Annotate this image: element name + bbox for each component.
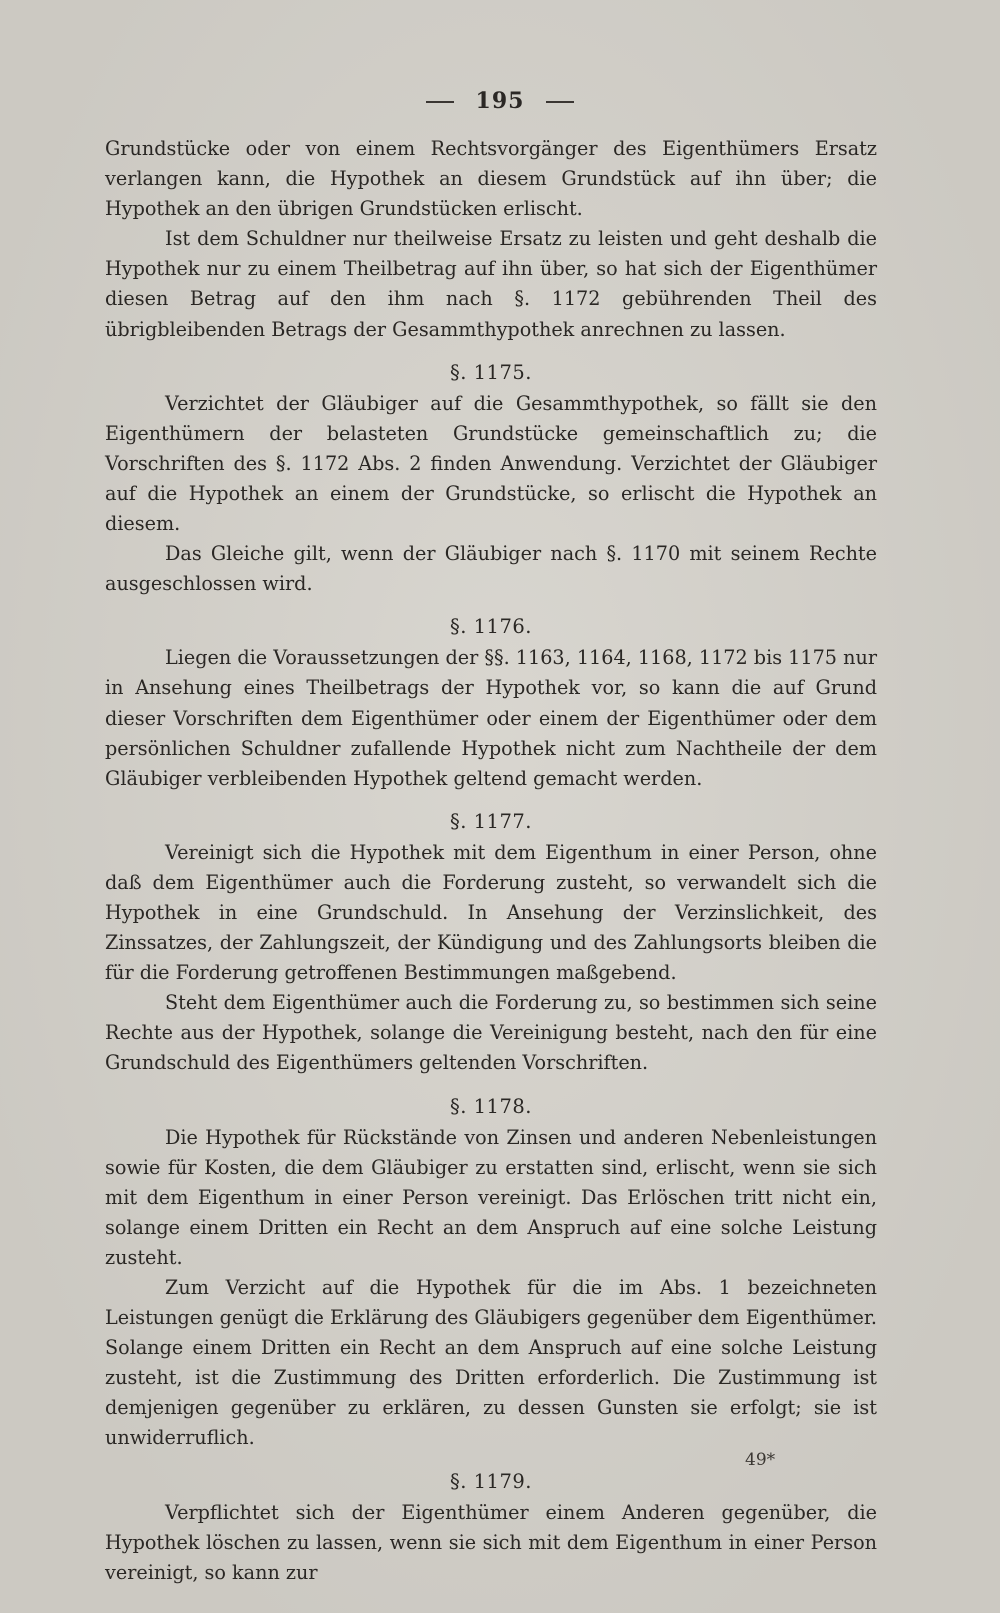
section-heading-1175: §. 1175.	[450, 360, 532, 384]
paragraph: Die Hypothek für Rückstände von Zinsen und anderen Nebenleistungen sowie für Kosten, die dem Gläubiger zu erstatten sind, erlischt, wenn sie sich mit dem Eigenthum in einer Person vereinigt. Das Erlöschen tritt nicht ein, solange einem Dritten ein Recht an dem Anspruch auf eine solche Leistung zusteht.	[105, 1125, 877, 1269]
header-dash-left	[426, 101, 454, 103]
paragraph: Zum Verzicht auf die Hypothek für die im Abs. 1 bezeichneten Leistungen genügt die Erklärung des Gläubigers gegenüber dem Eigenthümer. Solange einem Dritten ein Recht an dem Anspruch auf eine solche Leistung zusteht, ist die Zustimmung des Dritten erforderlich. Die Zustimmung ist demjenigen gegenüber zu erklären, zu dessen Gunsten sie erfolgt; sie ist unwiderruflich.	[105, 1276, 877, 1450]
paragraph: Steht dem Eigenthümer auch die Forderung zu, so bestimmen sich seine Rechte aus der Hypothek, solange die Vereinigung besteht, nach den für eine Grundschuld des Eigenthümers geltenden Vorschriften.	[105, 991, 877, 1075]
paragraph: Das Gleiche gilt, wenn der Gläubiger nach §. 1170 mit seinem Rechte ausgeschlossen wird.	[105, 542, 877, 596]
paragraph: Verzichtet der Gläubiger auf die Gesammthypothek, so fällt sie den Eigenthümern der belasteten Grundstücke gemeinschaftlich zu; die Vorschriften des §. 1172 Abs. 2 finden Anwendung. Verzichtet der Gläubiger auf die Hypothek an einem der Grundstücke, so erlischt die Hypothek an diesem.	[105, 391, 877, 536]
page-number: 195	[475, 88, 525, 114]
header-dash-right	[546, 101, 574, 103]
section-heading-1178: §. 1178.	[450, 1094, 532, 1118]
paragraph-continuation: Grundstücke oder von einem Rechtsvorgänger des Eigenthümers Ersatz verlangen kann, die Hypothek an diesem Grundstück auf ihn über; die Hypothek an den übrigen Grundstücken erlischt.	[105, 137, 877, 221]
body-text	[105, 134, 877, 1588]
paragraph: Liegen die Voraussetzungen der §§. 1163, 1164, 1168, 1172 bis 1175 nur in Ansehung eines Theilbetrags der Hypothek vor, so kann die auf Grund dieser Vorschriften dem Eigenthümer oder einem der Eigenthümer oder dem persönlichen Schuldner zufallende Hypothek nicht zum Nachtheile der dem Gläubiger verbleibenden Hypothek geltend gemacht werden.	[105, 646, 877, 790]
section-heading-1179: §. 1179.	[450, 1469, 532, 1493]
signature-mark: 49*	[745, 1450, 776, 1470]
paragraph: Ist dem Schuldner nur theilweise Ersatz zu leisten und geht deshalb die Hypothek nur zu einem Theilbetrag auf ihn über, so hat sich der Eigenthümer diesen Betrag auf den ihm nach §. 1172 gebührenden Theil des übrigbleibenden Betrags der Gesammthypothek anrechnen zu lassen.	[105, 227, 877, 341]
section-heading-1176: §. 1176.	[450, 615, 532, 639]
page-header	[0, 88, 1000, 114]
paragraph: Vereinigt sich die Hypothek mit dem Eigenthum in einer Person, ohne daß dem Eigenthümer auch die Forderung zusteht, so verwandelt sich die Hypothek in eine Grundschuld. In Ansehung der Verzinslichkeit, des Zinssatzes, der Zahlungszeit, der Kündigung und des Zahlungsorts bleiben die für die Forderung getroffenen Bestimmungen maßgebend.	[105, 840, 877, 985]
paragraph: Verpflichtet sich der Eigenthümer einem Anderen gegenüber, die Hypothek löschen zu lassen, wenn sie sich mit dem Eigenthum in einer Person vereinigt, so kann zur	[105, 1500, 877, 1584]
section-heading-1177: §. 1177.	[450, 809, 532, 833]
